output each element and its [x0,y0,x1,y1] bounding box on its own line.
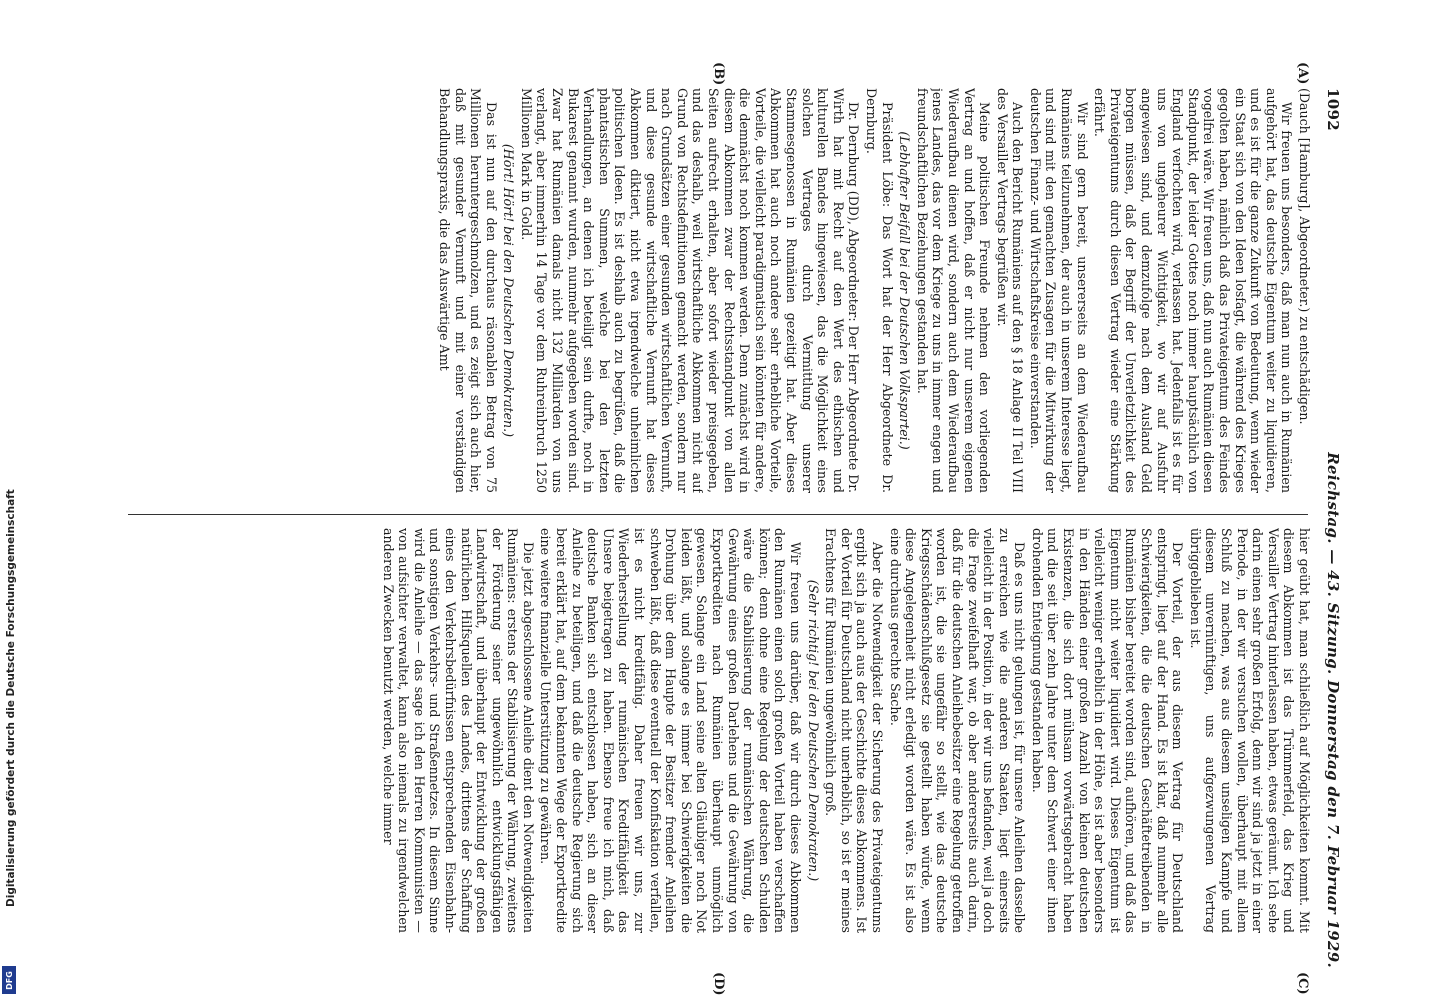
margin-marker-a: (A) [1295,62,1310,85]
page-number: 1092 [1324,88,1342,131]
interjection: (Hört! Hört! bei den Deutschen Demokraten.) [501,143,517,438]
paragraph: Wir freuen uns darüber, daß wir durch dieses Abkommen den Rumänen einen solch großen Vorteil haben verschaffen können; denn ohne eine Regelung der deutschen Schulden wäre die Stabilisierung der rumänischen Währung, die Gewährung eines großen Darlehens und die Gewährung von Exportkrediten nach Rumänien überhaupt unmöglich gewesen. Solange ein Land seine alten Gläubiger noch Not leiden läßt, und solange es immer bei Schwierigkeiten die Drohung über dem Haupte der Besitzer fremder Anleihen schweben läßt, daß diese eventuell der Konfiskation verfallen, ist es nicht kreditfähig. Daher freuen wir uns, zur Wiederherstellung der rumänischen Kreditfähigkeit das Unsere beigetragen zu haben. Ebenso freue ich mich, daß deutsche Banken sich entschlossen haben, sich an dieser Anleihe zu beteiligen, und daß die deutsche Regierung sich bereit erklärt hat, auf dem bekannten Wege der Exportkredite eine weitere finanzielle Unterstützung zu gewähren. [538,528,803,933]
interjection: (Lebhafter Beifall bei der Deutschen Volkspartei.) [897,131,913,450]
page-header [1320,88,1346,968]
paragraph: Die jetzt abgeschlossene Anleihe dient den Notwendigkeiten Rumäniens: erstens der Stabilisierung der Währung, zweitens der Förderung seiner ungewöhnlich entwicklungsfähigen Landwirtschaft, und überhaupt der Entwicklung der großen natürlichen Hilfsquellen des Landes, drittens der Schaffung eines den Verkehrsbedürfnissen entsprechenden Eisenbahn- und sonstigen Verkehrs- und Straßennetzes. In diesem Sinne wird die Anleihe — das sage ich den Herren Kommunisten — von aufsichter verwaltet, kann also niemals zu irgendwelchen anderen Zwecken benutzt werden, welche immer [380,528,536,933]
text-column-left [122,88,1312,493]
credit-text: Digitalisierung gefördert durch die Deutsche Forschungsgemeinschaft [5,489,17,907]
paragraph: Aber die Notwendigkeit der Sicherung des Privateigentums ergibt sich ja auch aus der Geschichte dieses Abkommens. Ist der Vorteil für Deutschland nicht unerheblich, so ist er meines Erachtens für Rumänien ungewöhnlich groß. [823,528,885,933]
paragraph: Wir sind gern bereit, unsererseits an dem Wiederaufbau Rumäniens teilzunehmen, der auch in unserem Interesse liegt, und sind mit den gemachten Zusagen für die Mitwirkung der deutschen Finanz- und Wirtschaftskreise einverstanden. [1027,88,1090,493]
paragraph: Der Vorteil, der aus diesem Vertrag für Deutschland entspringt, liegt auf der Hand. Es ist klar, daß nunmehr alle Schwierigkeiten, die die deutschen Geschäftetreibenden in Rumänien bisher bereitet worden sind, aufhören, und daß das Eigentum nicht weiter liquidiert wird. Dieses Eigentum ist vielleicht weniger erheblich in der Höhe, es ist aber besonders in den Händen einer großen Anzahl von kleinen deutschen Existenzen, die sich dort mühsam vorwärtsgebracht haben und die seit über zehn Jahre unter dem Schwert einer ihnen drohenden Enteignung gestanden haben. [1029,528,1186,933]
column-divider [128,514,1308,515]
paragraph: Meine politischen Freunde nehmen den vorliegenden Vertrag an und hoffen, daß er nicht nur unserem eigenen Wiederaufbau dienen wird, sondern auch dem Wiederaufbau jenes Landes, das vor dem Kriege zu uns in immer engen und freundschaftlichen Beziehungen gestanden hat. [914,88,993,493]
interjection: (Sehr richtig! bei den Deutschen Demokraten.) [805,579,821,882]
paragraph: Wir freuen uns besonders, daß man nun auch in Rumänien aufgehört hat, das deutsche Eigentum weiter zu liquidieren, und es ist für die ganze Zukunft von Bedeutung, wenn wieder ein Staat sich von den Ideen losfagt, die während des Krieges gegolten haben, nämlich daß das Privateigentum des Feindes vogelfrei wäre. Wir freuen uns, daß nun auch Rumänien diesen Standpunkt, der leider Gottes noch immer hauptsächlich von England verfochten wird, verlassen hat. Jedenfalls ist es für uns von ungeheurer Wichtigkeit, wo wir auf Ausfuhr angewiesen sind, und demzufolge nach dem Ausland Geld borgen müssen, daß der Begriff der Unverletzlichkeit des Privateigentums durch diesen Vertrag wieder eine Stärkung erfährt. [1092,88,1295,493]
margin-marker-c: (C) [1295,972,1310,995]
paragraph: Das ist nun auf den durchaus räsonablen Betrag von 75 Millionen heruntergeschmolzen, und es zeigt sich auch hier, daß mit gesunder Vernunft und mit einer verständigen Behandlungspraxis, die das Auswärtige Amt [436,88,499,493]
session-title: Reichstag. — 43. Sitzung. Donnerstag den 7. Februar 1929. [1324,452,1342,968]
margin-marker-d: (D) [711,972,726,996]
digitization-credit [4,0,18,1000]
paragraph: Daß es uns nicht gelungen ist, für unsere Anleihen dasselbe zu erreichen wie die anderen Staaten, liegt einerseits vielleicht in der Position, in der wir uns befanden, weil ja doch die Frage zweifelhaft war, ob aber andererseits auch darin, daß für die deutschen Anleihebesitzer eine Regelung getroffen worden ist, die sie ungefähr so stellt, wie das deutsche Kriegsschädenschlußgesetz sie gestellt haben würde, wenn diese Angelegenheit nicht erledigt worden wäre. Es ist also eine durchaus gerechte Sache. [887,528,1028,933]
speaker-announcement: Präsident Löbe: Das Wort hat der Herr Abgeordnete Dr. Dernburg. [863,88,895,493]
text-column-right [122,528,1312,933]
dfg-logo [2,966,16,994]
margin-marker-b: (B) [711,62,726,86]
paragraph: Auch den Bericht Rumäniens auf den § 18 Anlage II Teil VIII des Versailler Vertrags begrüßen wir. [994,88,1026,493]
paragraph: (Dauch [Hamburg], Abgeordneter.) zu entschädigen. [1297,88,1312,425]
dfg-logo-text: DFG [4,970,14,990]
paragraph: hier geübt hat, man schließlich auf Möglichkeiten kommt. Mit diesem Abkommen ist das Trümmerfeld, das Krieg und Versailler Vertrag hinterlassen haben, etwas geräumt. Ich sehe darin einen sehr großen Erfolg, denn wir sind ja jetzt in einer Periode, in der wir versuchen wollen, überhaupt mit allem Schluß zu machen, was aus diesem unseligen Kampfe und diesem unvernünftigen, uns aufgezwungenen Vertrag übriggeblieben ist. [1187,528,1312,933]
rotated-document-page [114,62,1346,996]
paragraph: Dr. Dernburg (DD), Abgeordneter: Der Herr Abgeordnete Dr. Wirth hat mit Recht auf den Wert des ethischen und kulturellen Bandes hingewiesen, das die Möglichkeit eines solchen Vertrages durch Vermittlung unserer Stammesgenossen in Rumänien gezeitigt hat. Aber dieses Abkommen hat auch noch andere sehr erhebliche Vorteile, Vorteile, die vielleicht paradigmatisch sein könnten für andere, die demnächst noch kommen werden. Denn zunächst wird in diesem Abkommen zwar der Rechtsstandpunkt von allen Seiten aufrecht erhalten, aber sofort wieder preisgegeben, und das deshalb, weil wirtschaftliche Abkommen nicht auf Grund von Rechtsdefinitionen gemacht werden, sondern nur nach Grundsätzen einer gesunden wirtschaftlichen Vernunft, und diese gesunde wirtschaftliche Vernunft hat dieses Abkommen diktiert, nicht etwa irgendwelche unheimlichen politischen Ideen. Es ist deshalb auch zu begrüßen, daß die phantastischen Summen, welche bei den letzten Verhandlungen, an denen ich beteiligt sein durfte, noch in Bukarest genannt wurden, nunmehr aufgegeben worden sind. Zwar hat Rumänien damals nicht 132 Milliarden von uns verlangt, aber immerhin 14 Tage vor dem Ruhreinbruch 1250 Millionen Mark in Gold. [518,88,862,493]
